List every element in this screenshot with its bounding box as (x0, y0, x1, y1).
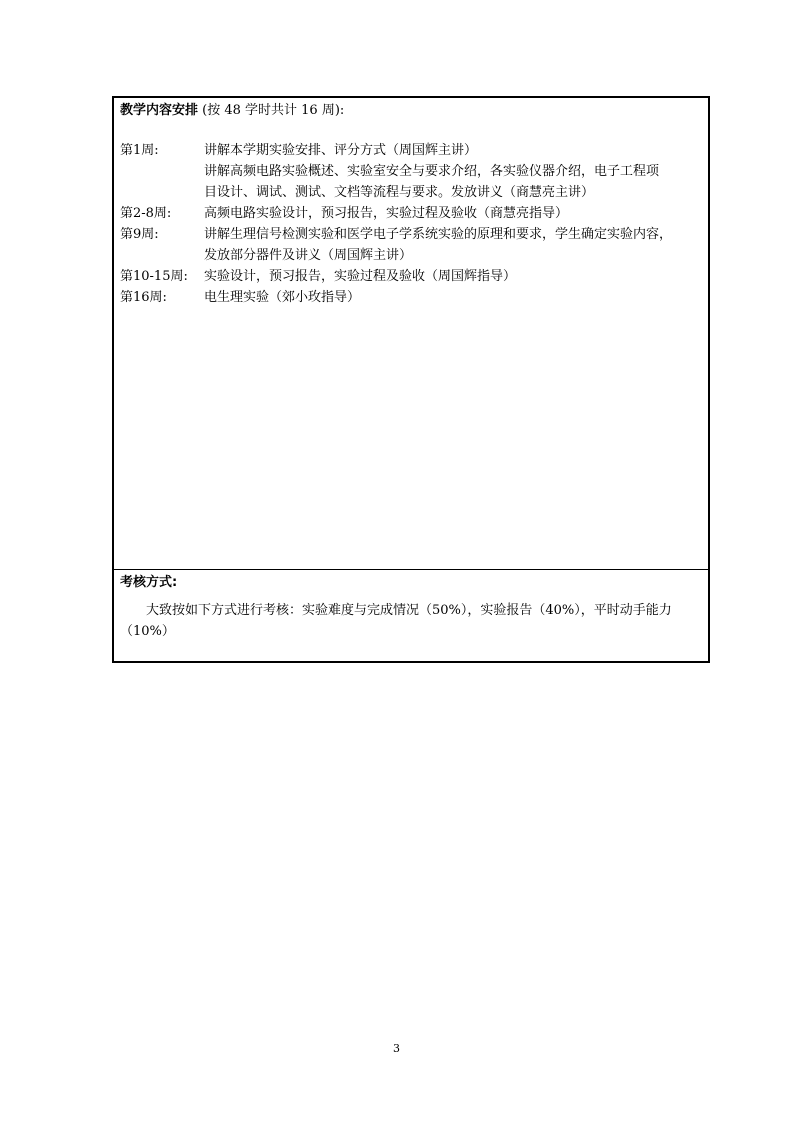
description-line: 发放部分器件及讲义（周国辉主讲） (204, 248, 413, 263)
assessment-heading (120, 574, 177, 592)
description-line: 讲解本学期实验安排、评分方式（周国辉主讲） (204, 143, 478, 158)
teaching-schedule-section (114, 98, 708, 570)
assessment-heading-bold: 考核方式: (120, 575, 178, 590)
week-label: 第1周: (120, 143, 159, 158)
assessment-line: （10%） (120, 624, 175, 639)
week-description (204, 266, 704, 287)
course-table (112, 96, 710, 663)
week-description (204, 287, 704, 308)
teaching-heading-bold: 教学内容安排 (120, 103, 199, 118)
description-line: 讲解生理信号检测实验和医学电子学系统实验的原理和要求，学生确定实验内容， (204, 227, 673, 242)
assessment-line: 大致按如下方式进行考核：实验难度与完成情况（50%），实验报告（40%），平时动手能力 (120, 603, 672, 618)
description-line: 讲解高频电路实验概述、实验室安全与要求介绍，各实验仪器介绍，电子工程项 (204, 164, 660, 179)
week-label: 第16周: (120, 290, 167, 305)
week-label: 第10-15周: (120, 269, 188, 284)
week-label: 第9周: (120, 227, 159, 242)
description-line: 实验设计，预习报告，实验过程及验收（周国辉指导） (204, 269, 517, 284)
week-description (204, 224, 704, 266)
week-description (204, 203, 704, 224)
teaching-heading-rest: (按 48 学时共计 16 周): (198, 103, 345, 118)
week-description (204, 140, 704, 203)
teaching-heading (120, 102, 344, 120)
assessment-text (120, 600, 704, 642)
description-line: 目设计、调试、测试、文档等流程与要求。发放讲义（商慧亮主讲） (204, 185, 595, 200)
page-number: 3 (393, 1042, 400, 1055)
description-line: 电生理实验（郊小玫指导） (204, 290, 361, 305)
description-line: 高频电路实验设计，预习报告，实验过程及验收（商慧亮指导） (204, 206, 569, 221)
assessment-section (114, 570, 708, 661)
week-label: 第2-8周: (120, 206, 172, 221)
